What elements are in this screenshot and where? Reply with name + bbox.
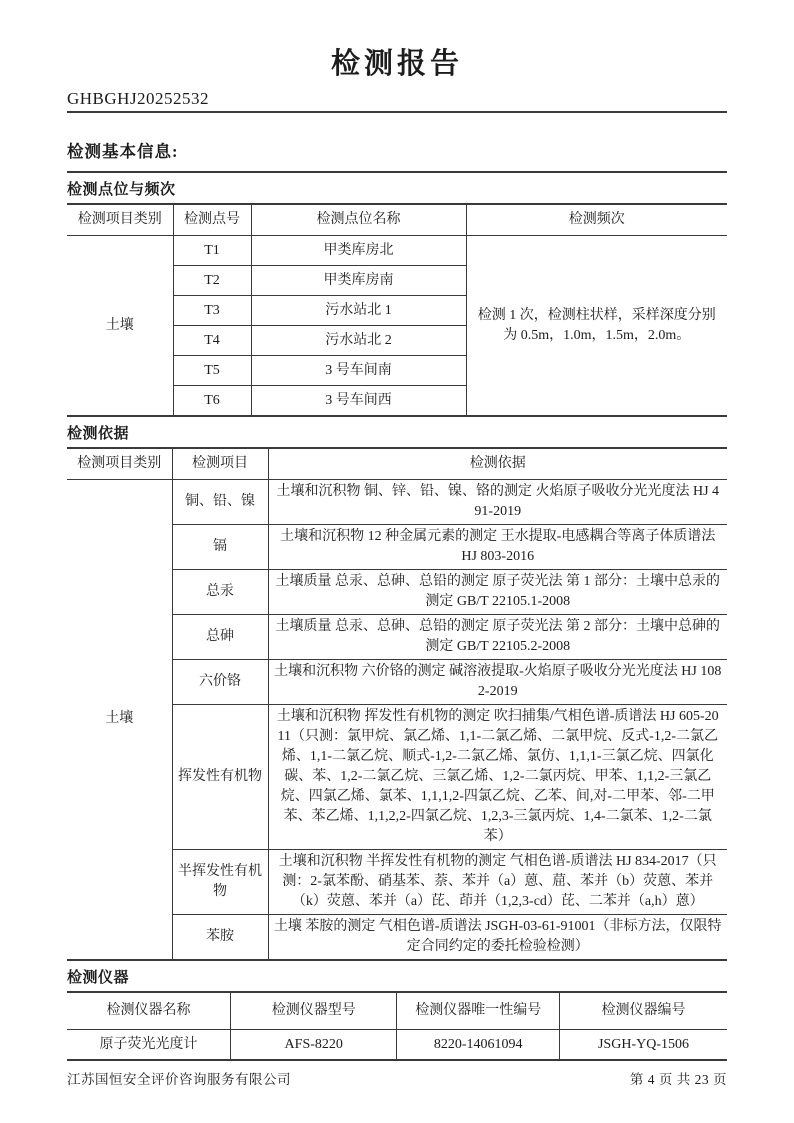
instrument-serial-no: JSGH-YQ-1506: [559, 1029, 727, 1060]
col-header-instrument-name: 检测仪器名称: [67, 992, 230, 1030]
table-row: [67, 479, 727, 524]
points-table-header-row: [67, 204, 727, 236]
instrument-unique-no: 8220-14061094: [397, 1029, 559, 1060]
point-id: T6: [173, 386, 251, 416]
test-item: 六价铬: [172, 659, 268, 704]
test-basis: 土壤和沉积物 六价铬的测定 碱溶液提取-火焰原子吸收分光光度法 HJ 1082-2019: [268, 659, 727, 704]
test-basis: 土壤和沉积物 12 种金属元素的测定 王水提取-电感耦合等离子体质谱法 HJ 803-2016: [268, 524, 727, 569]
report-number: GHBGHJ20252532: [67, 89, 210, 109]
point-name: 甲类库房南: [251, 266, 466, 296]
point-id: T2: [173, 266, 251, 296]
point-id: T3: [173, 296, 251, 326]
test-item: 总汞: [172, 569, 268, 614]
test-item: 铜、铅、镍: [172, 479, 268, 524]
company-name: 江苏国恒安全评价咨询服务有限公司: [67, 1072, 291, 1088]
table-row: [67, 236, 727, 266]
section-title-basis: 检测依据: [67, 425, 130, 442]
test-item: 半挥发性有机物: [172, 849, 268, 914]
test-basis: 土壤和沉积物 挥发性有机物的测定 吹扫捕集/气相色谱-质谱法 HJ 605-2011（只测：氯甲烷、氯乙烯、1,1-二氯乙烯、二氯甲烷、反式-1,2-二氯乙烯、1,1-二氯乙烷、顺式-1,2-二氯乙烯、氯仿、1,1,1-三氯乙烷、四氯化碳、苯、1,2-二氯乙烷、三氯乙烯、1,2-二氯丙烷、甲苯、1,1,2-三氯乙烷、四氯乙烯、氯苯、1,1,1,2-四氯乙烷、乙苯、间,对-二甲苯、邻-二甲苯、苯乙烯、1,1,2,2-四氯乙烷、1,2,3-三氯丙烷、1,4-二氯苯、1,2-二氯苯）: [268, 704, 727, 849]
col-header-category: 检测项目类别: [67, 448, 172, 480]
point-name: 污水站北 1: [251, 296, 466, 326]
col-header-frequency: 检测频次: [466, 204, 727, 236]
point-name: 3 号车间西: [251, 386, 466, 416]
test-basis: 土壤质量 总汞、总砷、总铅的测定 原子荧光法 第 2 部分：土壤中总砷的测定 GB/T 22105.2-2008: [268, 614, 727, 659]
section-title-instruments: 检测仪器: [67, 969, 130, 986]
point-id: T1: [173, 236, 251, 266]
basic-info-heading: 检测基本信息:: [67, 142, 179, 162]
test-item: 镉: [172, 524, 268, 569]
instruments-table-header-row: [67, 992, 727, 1030]
col-header-instrument-serial-no: 检测仪器编号: [559, 992, 727, 1030]
col-header-instrument-unique-no: 检测仪器唯一性编号: [397, 992, 559, 1030]
point-id: T5: [173, 356, 251, 386]
instrument-name: 原子荧光光度计: [67, 1029, 230, 1060]
frequency-cell: 检测 1 次，检测柱状样，采样深度分别为 0.5m，1.0m，1.5m，2.0m。: [466, 236, 727, 416]
test-item: 挥发性有机物: [172, 704, 268, 849]
table-row: [67, 1029, 727, 1060]
point-name: 3 号车间南: [251, 356, 466, 386]
point-id: T4: [173, 326, 251, 356]
section-title-points: 检测点位与频次: [67, 182, 176, 199]
basis-table: [67, 447, 727, 961]
test-basis: 土壤质量 总汞、总砷、总铅的测定 原子荧光法 第 1 部分：土壤中总汞的测定 GB/T 22105.1-2008: [268, 569, 727, 614]
page-number: 第 4 页 共 23 页: [629, 1072, 727, 1088]
col-header-point-name: 检测点位名称: [251, 204, 466, 236]
point-name: 甲类库房北: [251, 236, 466, 266]
page-title: 检测报告: [330, 48, 463, 80]
basis-table-header-row: [67, 448, 727, 480]
col-header-category: 检测项目类别: [67, 204, 173, 236]
points-table: [67, 203, 727, 417]
instruments-table: [67, 991, 727, 1062]
page-footer: [67, 1068, 727, 1088]
point-name: 污水站北 2: [251, 326, 466, 356]
col-header-point-id: 检测点号: [173, 204, 251, 236]
category-cell: 土壤: [67, 236, 173, 416]
col-header-instrument-model: 检测仪器型号: [230, 992, 397, 1030]
test-basis: 土壤和沉积物 铜、锌、铅、镍、铬的测定 火焰原子吸收分光光度法 HJ 491-2019: [268, 479, 727, 524]
test-basis: 土壤和沉积物 半挥发性有机物的测定 气相色谱-质谱法 HJ 834-2017（只测：2-氯苯酚、硝基苯、萘、苯并（a）蒽、䓛、苯并（b）荧蒽、苯并（k）荧蒽、苯并（a）芘、茚并（1,2,3-cd）芘、二苯并（a,h）蒽）: [268, 849, 727, 914]
instrument-model: AFS-8220: [230, 1029, 397, 1060]
col-header-basis: 检测依据: [268, 448, 727, 480]
category-cell: 土壤: [67, 479, 172, 960]
test-item: 总砷: [172, 614, 268, 659]
test-basis: 土壤 苯胺的测定 气相色谱-质谱法 JSGH-03-61-91001（非标方法，仅限特定合同约定的委托检验检测）: [268, 914, 727, 960]
test-item: 苯胺: [172, 914, 268, 960]
col-header-item: 检测项目: [172, 448, 268, 480]
header-divider: [67, 111, 727, 113]
